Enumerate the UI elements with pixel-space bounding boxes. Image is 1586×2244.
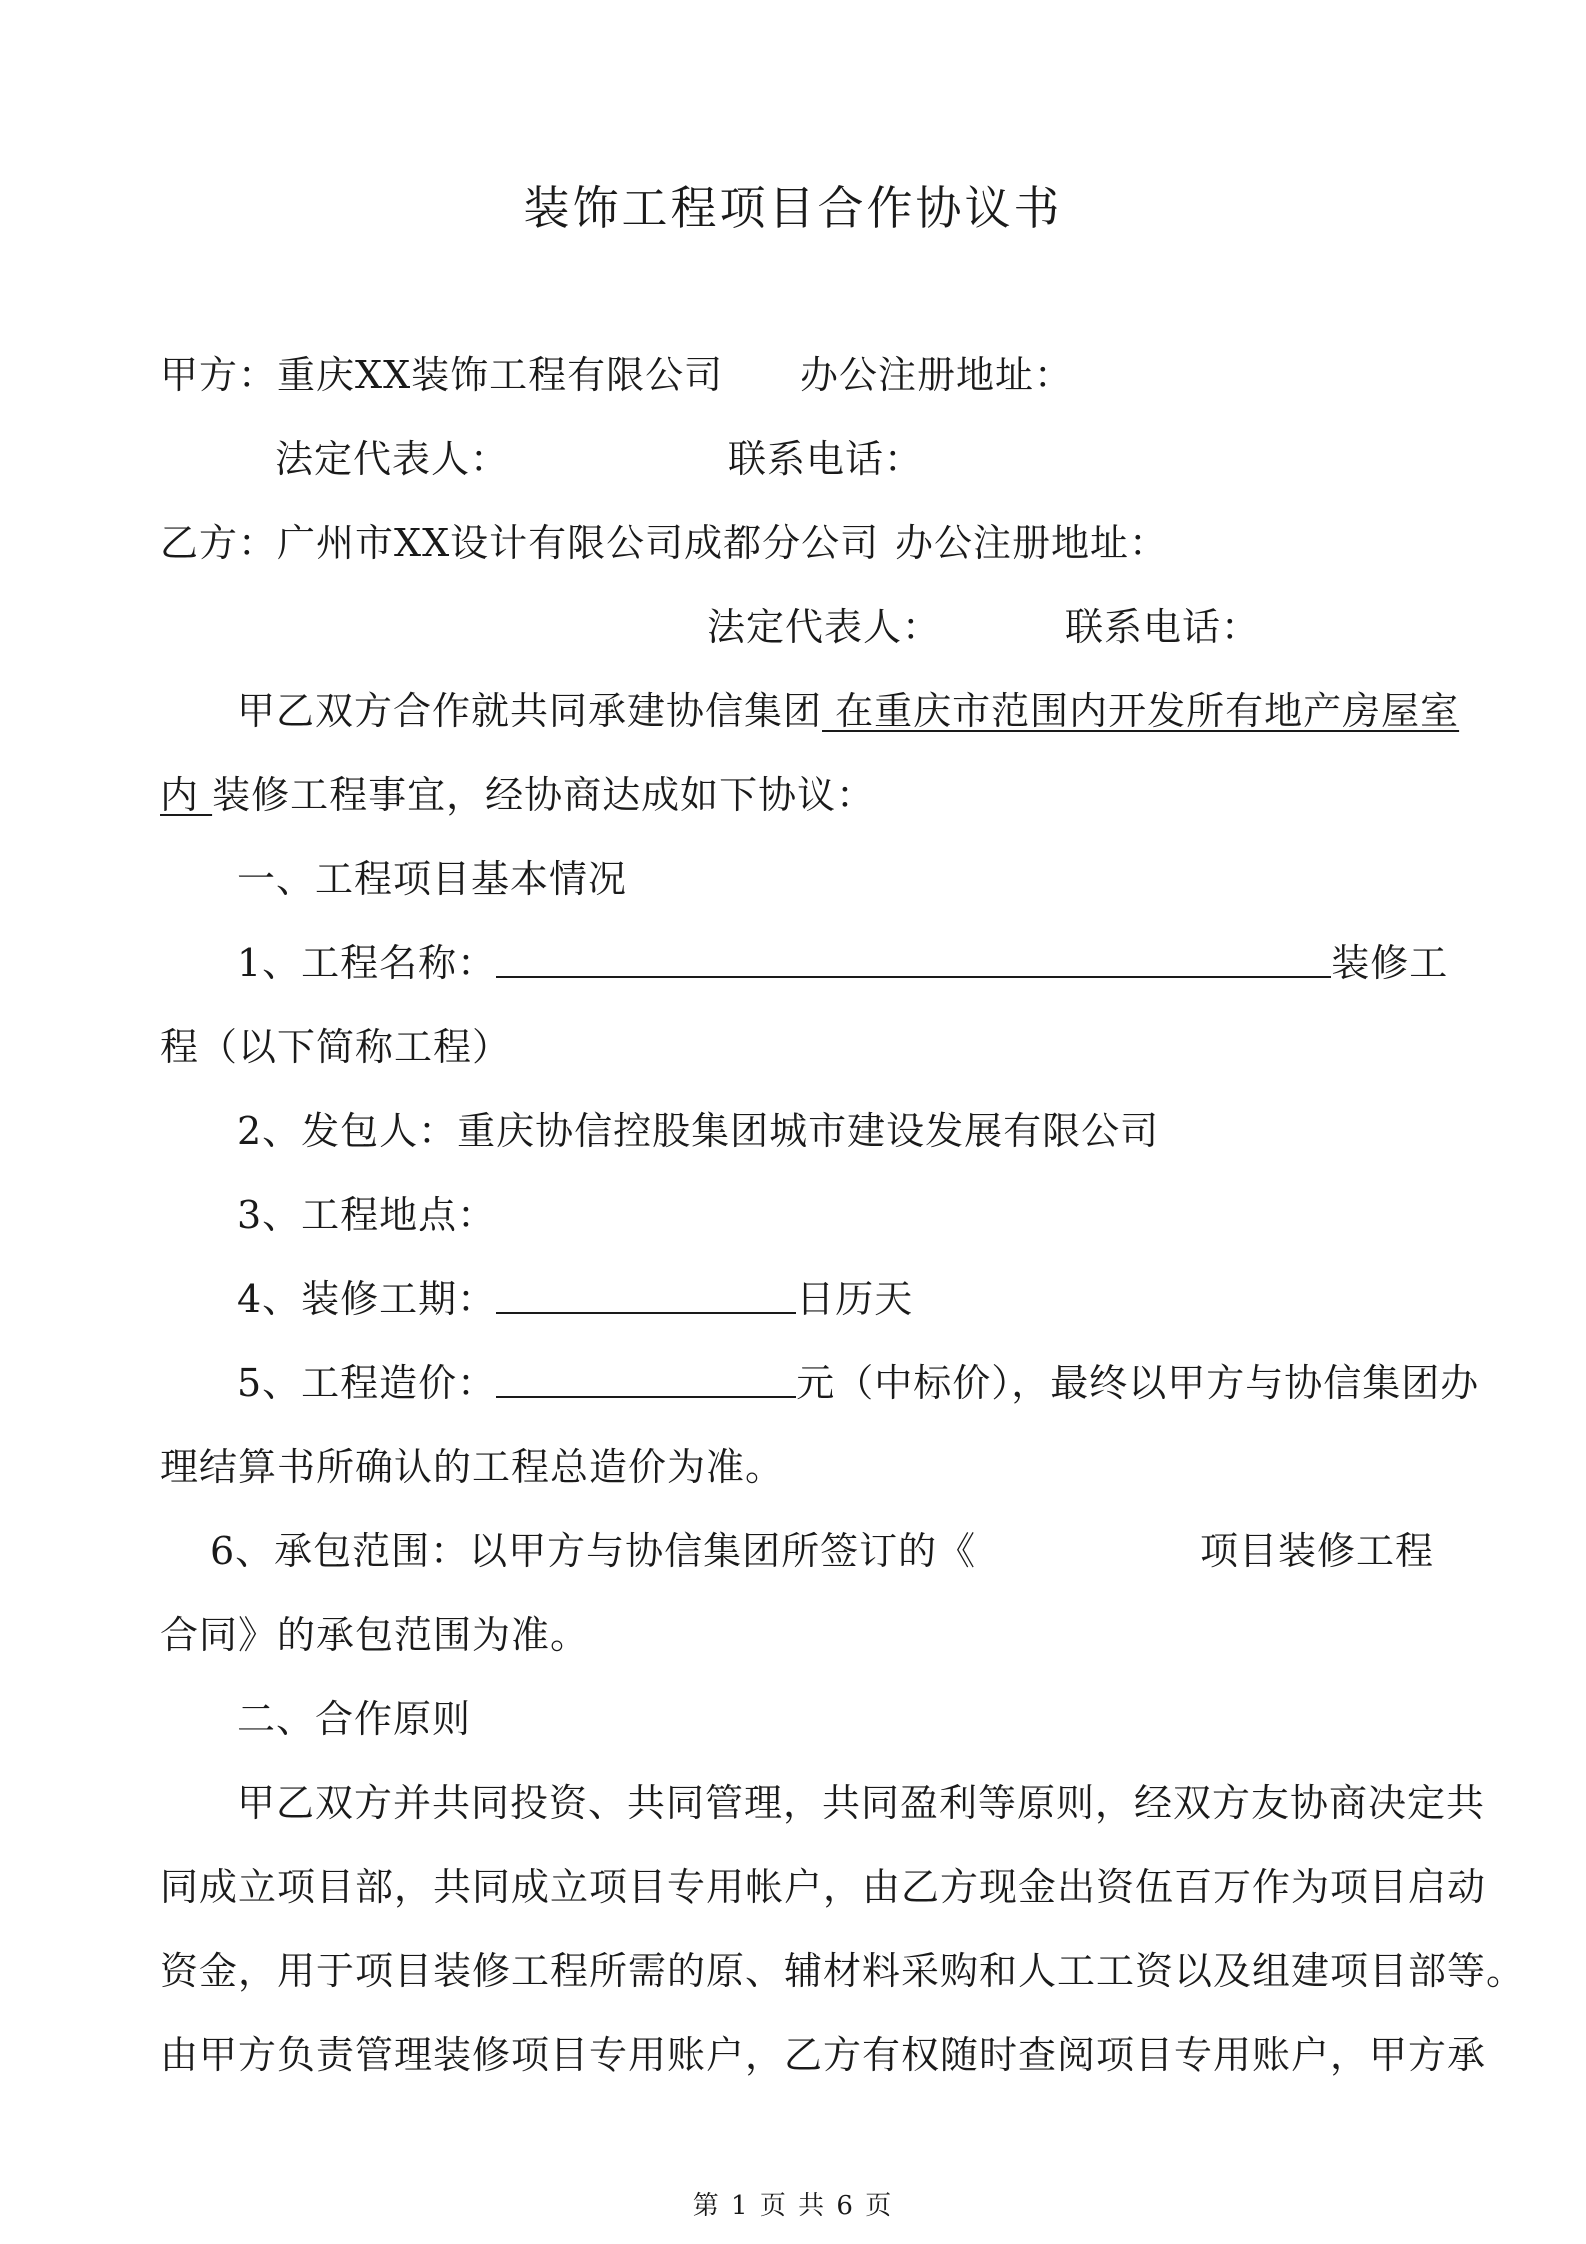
party-a-address-label: 办公注册地址： xyxy=(800,353,1074,397)
page-number-footer: 第 1 页 共 6 页 xyxy=(692,2191,894,2221)
item5-continuation: 理结算书所确认的工程总造价为准。 xyxy=(160,1445,785,1489)
item4-line xyxy=(237,1276,913,1322)
intro-text-2: 装修工程事宜，经协商达成如下协议： xyxy=(212,773,876,817)
item4-suffix: 日历天 xyxy=(796,1277,914,1321)
intro-text-1: 甲乙双方合作就共同承建协信集团 xyxy=(237,689,823,733)
section2-line-1: 甲乙双方并共同投资、共同管理，共同盈利等原则，经双方友协商决定共 xyxy=(237,1781,1486,1825)
section1-heading: 一、工程项目基本情况 xyxy=(237,857,628,901)
item1-line xyxy=(237,940,1448,986)
section2-line-2: 同成立项目部，共同成立项目专用帐户，由乙方现金出资伍百万作为项目启动 xyxy=(160,1865,1487,1909)
document-title: 装饰工程项目合作协议书 xyxy=(523,181,1063,235)
party-b-prefix: 乙方： xyxy=(160,521,278,565)
item1-continuation: 程（以下简称工程） xyxy=(160,1025,512,1069)
item6-continuation: 合同》的承包范围为准。 xyxy=(160,1613,590,1657)
party-a-line xyxy=(160,352,723,398)
party-a-name: 重庆XX装饰工程有限公司 xyxy=(277,353,724,397)
item1-suffix: 装修工 xyxy=(1331,941,1449,985)
intro-line-1 xyxy=(237,688,1459,734)
duration-blank xyxy=(496,1276,796,1314)
item6-label: 6、承包范围：以甲方与协信集团所签订的《 xyxy=(210,1529,977,1573)
party-b-line xyxy=(160,520,879,566)
party-b-phone-label: 联系电话： xyxy=(1065,605,1261,649)
item1-label: 1、工程名称： xyxy=(237,941,497,985)
section2-line-4: 由甲方负责管理装修项目专用账户，乙方有权随时查阅项目专用账户，甲方承 xyxy=(160,2033,1487,2077)
intro-line-2 xyxy=(160,772,875,818)
party-a-prefix: 甲方： xyxy=(160,353,278,397)
section2-line-3: 资金，用于项目装修工程所需的原、辅材料采购和人工工资以及组建项目部等。 xyxy=(160,1949,1526,1993)
item3: 3、工程地点： xyxy=(237,1193,497,1237)
party-b-name: 广州市XX设计有限公司成都分公司 xyxy=(277,521,880,565)
item6-suffix: 项目装修工程 xyxy=(1200,1529,1435,1573)
item5-label: 5、工程造价： xyxy=(237,1361,497,1405)
item5-line xyxy=(237,1360,1479,1406)
intro-underlined-scope-1: 在重庆市范围内开发所有地产房屋室 xyxy=(822,689,1460,733)
item4-label: 4、装修工期： xyxy=(237,1277,497,1321)
cost-blank xyxy=(496,1360,796,1398)
item2: 2、发包人：重庆协信控股集团城市建设发展有限公司 xyxy=(237,1109,1160,1153)
item5-suffix: 元（中标价），最终以甲方与协信集团办 xyxy=(796,1361,1480,1405)
party-b-address-label: 办公注册地址： xyxy=(895,521,1169,565)
party-a-rep-label: 法定代表人： xyxy=(275,437,510,481)
intro-underlined-scope-2: 内 xyxy=(160,773,213,817)
project-name-blank xyxy=(496,940,1331,978)
party-b-rep-label: 法定代表人： xyxy=(707,605,942,649)
party-a-phone-label: 联系电话： xyxy=(728,437,924,481)
section2-heading: 二、合作原则 xyxy=(237,1697,472,1741)
